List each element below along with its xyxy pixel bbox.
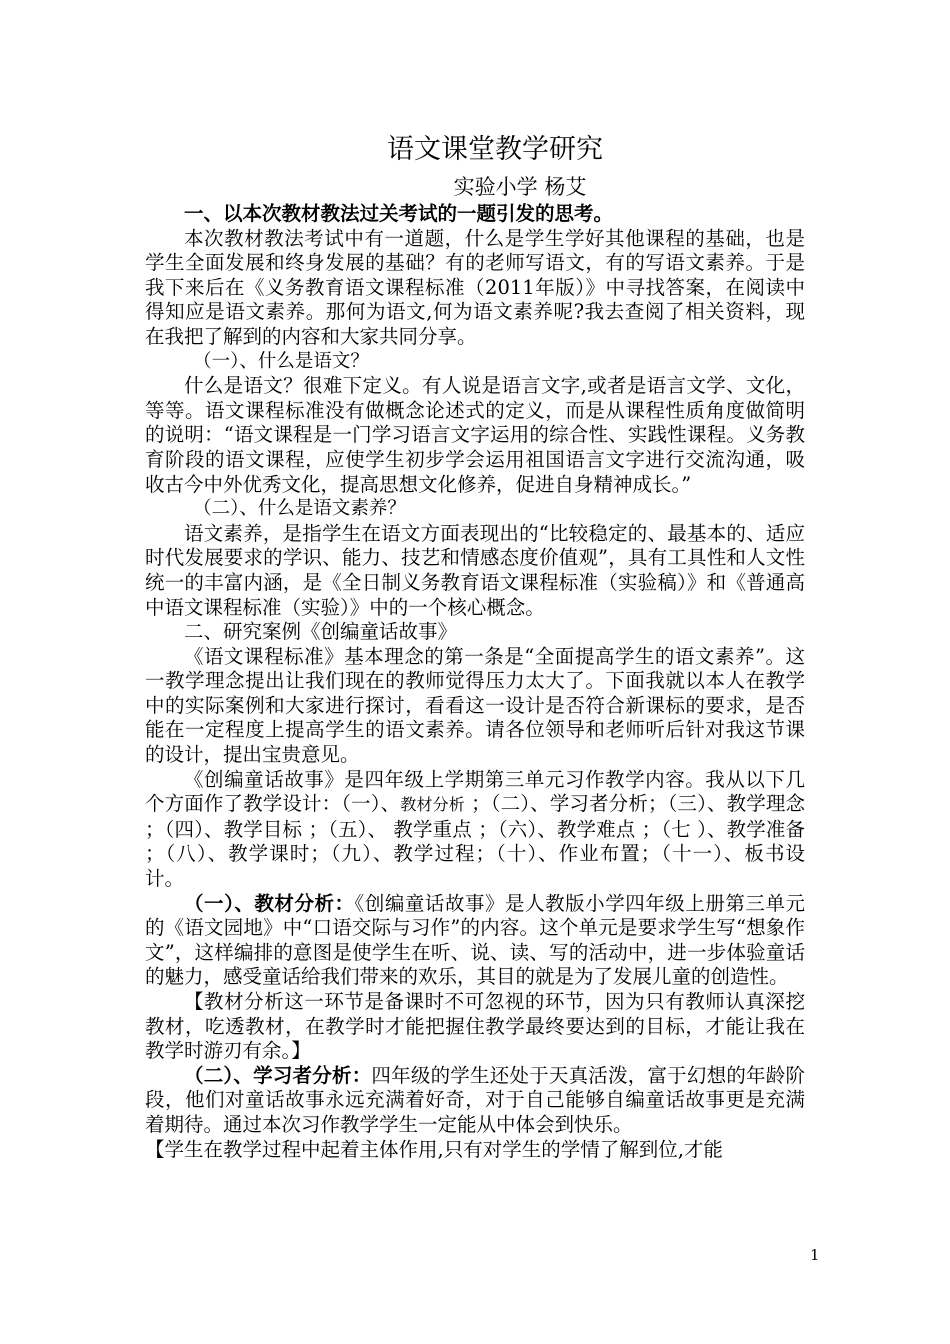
paragraph-6-label: （一）、教材分析： — [184, 891, 355, 915]
document-title: 语文课堂教学研究 — [387, 134, 603, 165]
subheading-what-is-chinese: （一）、什么是语文？ — [193, 350, 369, 372]
section-heading-2: 二、研究案例《创编童话故事》 — [184, 620, 458, 644]
paragraph-5 — [145, 768, 805, 892]
paragraph-5-part-b: ；（二）、学习者分析；（三）、教学理念 ；（四）、教学目标 ；（五）、 教学重点 ；（六）、教学难点 ；（七 ）、教学准备 ；（八）、教学课时；（九）、教学过程；（十）、作业布置；（十一）、板书设计。 — [145, 792, 805, 891]
paragraph-8-label: （二）、学习者分析： — [184, 1063, 372, 1087]
paragraph-3: 语文素养，是指学生在语文方面表现出的“比较稳定的、最基本的、适应时代发展要求的学识、能力、技艺和情感态度价值观”，具有工具性和人文性统一的丰富内涵，是《全日制义务教育语文课程标准（实验稿）》和《普通高中语文课程标准（实验）》中的一个核心概念。 — [145, 521, 805, 619]
paragraph-5-small-text: 教材分析 — [400, 795, 465, 815]
paragraph-6 — [145, 892, 805, 990]
document-author: 实验小学 杨艾 — [453, 175, 587, 199]
paragraph-7: 【教材分析这一环节是备课时不可忽视的环节，因为只有教师认真深挖教材，吃透教材，在教学时才能把握住教学最终要达到的目标，才能让我在教学时游刃有余。】 — [145, 990, 805, 1063]
paragraph-9: 【学生在教学过程中起着主体作用,只有对学生的学情了解到位,才能 — [145, 1137, 723, 1161]
section-heading-1: 一、以本次教材教法过关考试的一题引发的思考。 — [184, 202, 614, 225]
paragraph-8 — [145, 1064, 805, 1138]
paragraph-5-part-a: 《创编童话故事》是四年级上学期第三单元习作教学内容。我从以下几个方面作了教学设计：（一）、 — [145, 767, 805, 816]
document-page — [145, 128, 805, 1162]
subheading-what-is-literacy: （二）、什么是语文素养？ — [193, 498, 406, 520]
page-number: 1 — [810, 1246, 820, 1264]
paragraph-4: 《语文课程标准》基本理念的第一条是“全面提高学生的语文素养”。这一教学理念提出让我们现在的教师觉得压力太大了。下面我就以本人在教学中的实际案例和大家进行探讨，看看这一设计是否符合新课标的要求，是否能在一定程度上提高学生的语文素养。请各位领导和老师听后针对我这节课的设计，提出宝贵意见。 — [145, 644, 805, 767]
paragraph-1: 本次教材教法考试中有一道题，什么是学生学好其他课程的基础，也是学生全面发展和终身发展的基础？有的老师写语文，有的写语文素养。于是我下来后在《义务教育语文课程标准（2011年版）》中寻找答案，在阅读中得知应是语文素养。那何为语文,何为语文素养呢?我去查阅了相关资料，现在我把了解到的内容和大家共同分享。 — [145, 226, 805, 348]
paragraph-8-body: 四年级的学生还处于天真活泼，富于幻想的年龄阶段，他们对童话故事永远充满着好奇，对于自己能够自编童话故事更是充满着期待。通过本次习作教学学生一定能从中体会到快乐。 — [145, 1063, 805, 1136]
paragraph-2: 什么是语文？很难下定义。有人说是语言文字,或者是语言文学、文化，等等。语文课程标准没有做概念论述式的定义，而是从课程性质角度做简明的说明：“语文课程是一门学习语言文字运用的综合性、实践性课程。义务教育阶段的语文课程，应使学生初步学会运用祖国语言文字进行交流沟通，吸收古今中外优秀文化，提高思想文化修养，促进自身精神成长。” — [145, 374, 805, 496]
paragraph-6-body: 《创编童话故事》是人教版小学四年级上册第三单元的《语文园地》中“口语交际与习作”的内容。这个单元是要求学生写“想象作文”，这样编排的意图是使学生在听、说、读、写的活动中，进一步体验童话的魅力，感受童话给我们带来的欢乐，其目的就是为了发展儿童的创造性。 — [145, 891, 805, 989]
